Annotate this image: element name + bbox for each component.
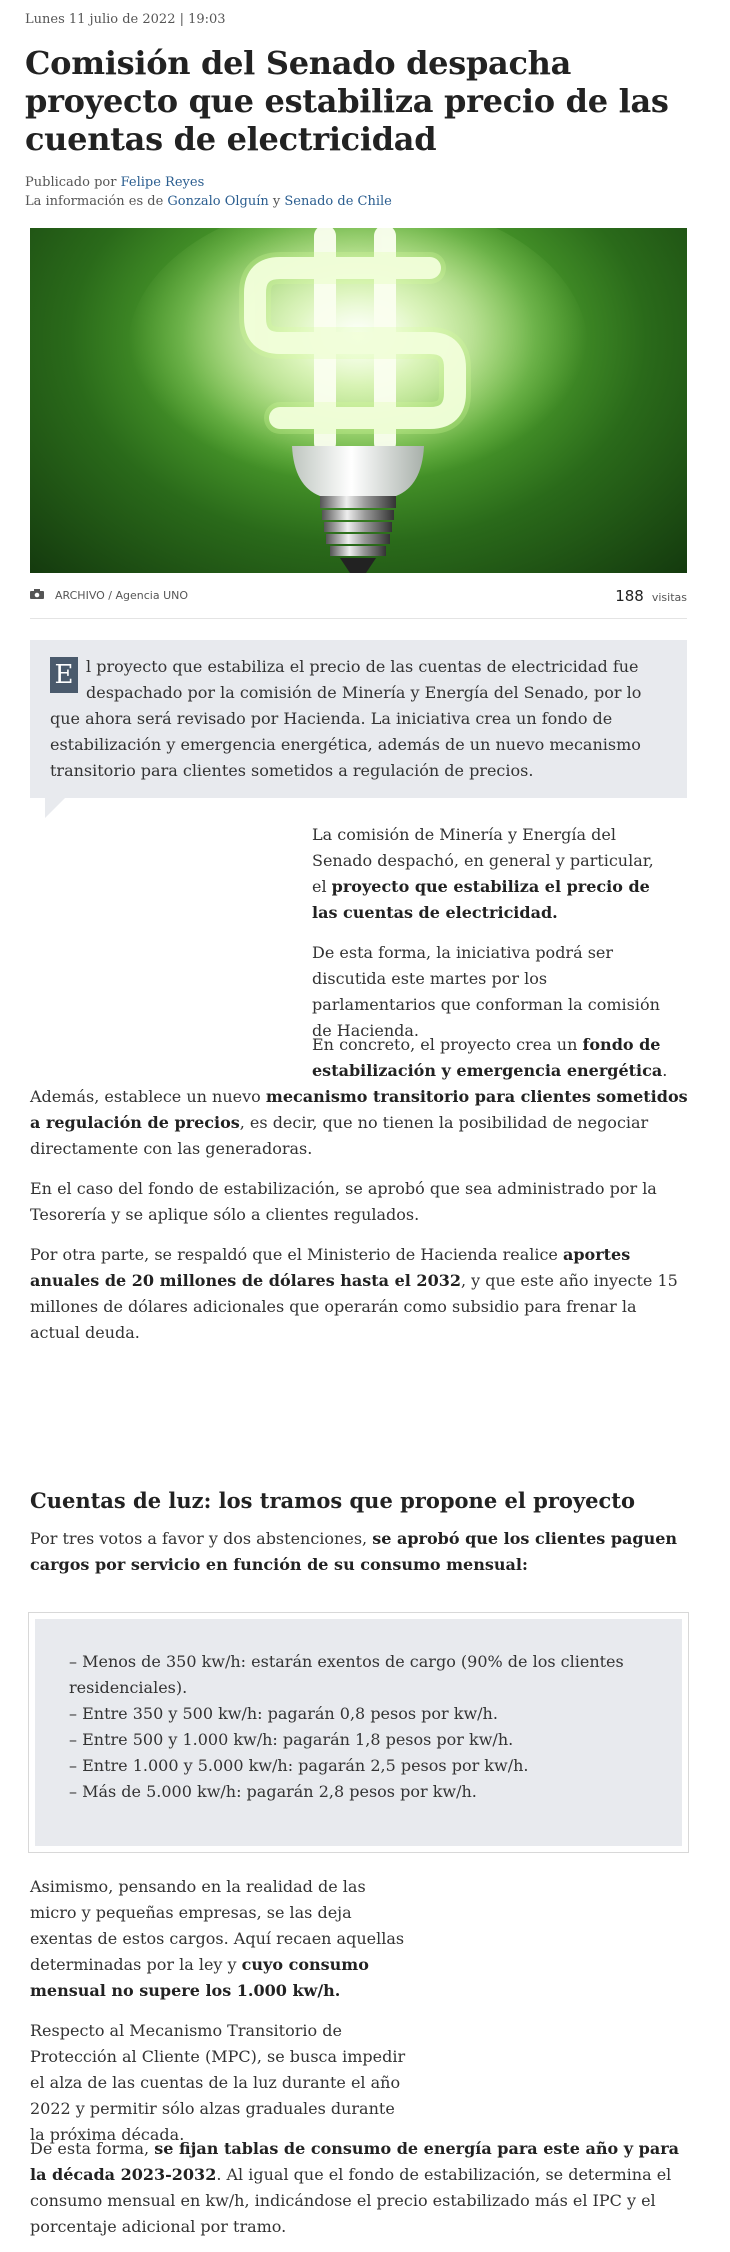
visits-label: visitas [651,591,687,604]
lead-text: l proyecto que estabiliza el precio de las cuentas de electricidad fue despachado por la comisión de Minería y Energía del Senado, por lo que ahora será revisado por Hacienda. La iniciativa crea un fondo de estabilización y emergencia energética, además de un nuevo mecanismo transitorio para clientes sometidos a regulación de precios. [50,657,642,780]
list-item: – Menos de 350 kw/h: estarán exentos de cargo (90% de los clientes residenciales). [69,1652,624,1697]
list-item: – Entre 1.000 y 5.000 kw/h: pagarán 2,5 pesos por kw/h. [69,1756,529,1775]
list-item: – Entre 350 y 500 kw/h: pagarán 0,8 pesos por kw/h. [69,1704,498,1723]
paragraph-3: En concreto, el proyecto crea un fondo de estabilización y emergencia energética. [312,1035,668,1080]
paragraph-9: Respecto al Mecanismo Transitorio de Protección al Cliente (MPC), se busca impedir el alza de las cuentas de la luz durante el año 2022 y permitir sólo alzas graduales durante la próxima década. [30,2021,406,2144]
paragraph-8: Asimismo, pensando en la realidad de las micro y pequeñas empresas, se las deja exentas de estos cargos. Aquí recaen aquellas determinadas por la ley y cuyo consumo mensual no supere los 1.000 kw/h. [30,1877,405,2000]
source-line [25,192,392,211]
article-headline: Comisión del Senado despacha proyecto que estabiliza precio de las cuentas de electricidad [25,44,669,158]
paragraph-5: En el caso del fondo de estabilización, se aprobó que sea administrado por la Tesorería y se aplique sólo a clientes regulados. [30,1179,657,1224]
tramos-box [28,1612,689,1853]
published-by-line [25,173,392,192]
paragraph-4: Además, establece un nuevo mecanismo transitorio para clientes sometidos a regulación de precios, es decir, que no tienen la posibilidad de negociar directamente con las generadoras. [30,1087,688,1158]
camera-icon [30,589,44,599]
byline [25,173,392,211]
author-link[interactable]: Felipe Reyes [120,175,205,190]
visits-counter [615,587,687,605]
image-caption-bar [30,587,687,609]
source-link-1[interactable]: Gonzalo Olguín [167,194,269,209]
visits-count: 188 [615,587,644,605]
tramos-list [35,1619,682,1846]
section-heading: Cuentas de luz: los tramos que propone el proyecto [30,1488,635,1513]
paragraph-6: Por otra parte, se respaldó que el Ministerio de Hacienda realice aportes anuales de 20 millones de dólares hasta el 2032, y que este año inyecte 15 millones de dólares adicionales que operarán como subsidio para frenar la actual deuda. [30,1245,678,1342]
lightbulb-dollar-illustration [30,228,687,573]
lead-summary [30,640,687,798]
paragraph-10: De esta forma, se fijan tablas de consumo de energía para este año y para la década 2023-2032. Al igual que el fondo de estabilización, se determina el consumo mensual en kw/h, indicándose el precio estabilizado más el IPC y el porcentaje adicional por tramo. [30,2139,679,2236]
publish-date: Lunes 11 julio de 2022 | 19:03 [25,12,226,27]
published-by-label: Publicado por [25,175,117,190]
lead-pointer [45,798,65,818]
drop-cap: E [50,657,78,693]
list-item: – Entre 500 y 1.000 kw/h: pagarán 1,8 pesos por kw/h. [69,1730,514,1749]
paragraph-2: De esta forma, la iniciativa podrá ser discutida este martes por los parlamentarios que conforman la comisión de Hacienda. [312,943,660,1040]
paragraph-1: La comisión de Minería y Energía del Senado despachó, en general y particular, el proyecto que estabiliza el precio de las cuentas de electricidad. [312,825,654,922]
image-credit: ARCHIVO / Agencia UNO [55,589,189,602]
source-label: La información es de [25,194,164,209]
list-item: – Más de 5.000 kw/h: pagarán 2,8 pesos por kw/h. [69,1782,477,1801]
hero-image [30,228,687,573]
source-link-2[interactable]: Senado de Chile [284,194,392,209]
divider [30,618,687,619]
source-joiner: y [272,194,281,209]
paragraph-7: Por tres votos a favor y dos abstenciones, se aprobó que los clientes paguen cargos por servicio en función de su consumo mensual: [30,1529,678,1574]
